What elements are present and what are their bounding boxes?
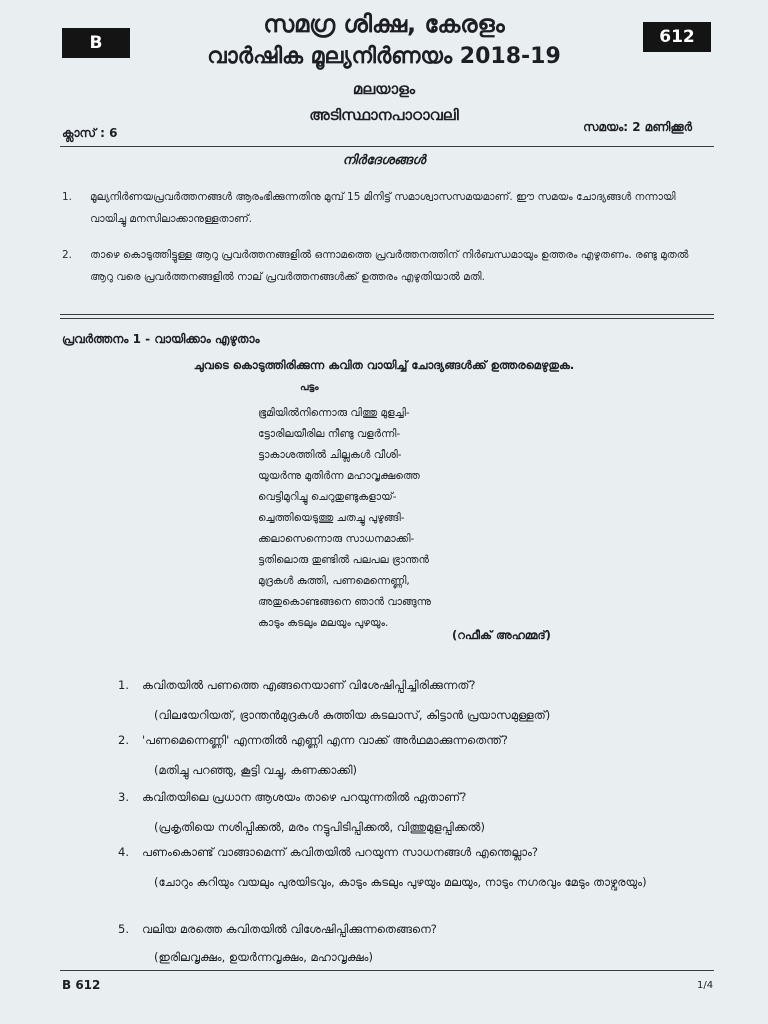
answer-options: (പ്രകൃതിയെ നശിപ്പിക്കൽ, മരം നട്ടുപിടിപ്പിക്കൽ, വിത്തുമുളപ്പിക്കൽ) [154, 820, 485, 834]
poem-line: വെട്ടിമുറിച്ചു ചെറുതുണ്ടുകളായ്- [258, 491, 397, 503]
poem-line: ട്ടതിലൊരു തുണ്ടിൽ പലപല ഭ്രാന്തൻ [258, 554, 429, 566]
answer-options: (വിലയേറിയത്, ഭ്രാന്തൻമുദ്രകൾ കുത്തിയ കടലാസ്, കിട്ടാൻ പ്രയാസമുള്ളത്) [154, 708, 551, 722]
poem-line: കാടും കടലും മലയും പുഴയും. [258, 617, 389, 629]
time-label: സമയം: 2 മണിക്കൂർ [583, 120, 692, 134]
class-label: ക്ലാസ് : 6 [62, 126, 118, 140]
divider [60, 314, 714, 315]
exam-title: വാർഷിക മൂല്യനിർണയം 2018-19 [207, 44, 561, 69]
poem-line: ക്കലാസെന്നൊരു സാധനമാക്കി- [258, 533, 415, 545]
answer-options: (ഇരിലവൃക്ഷം, ഉയർന്നവൃക്ഷം, മഹാവൃക്ഷം) [154, 950, 373, 964]
question-text: കവിതയിലെ പ്രധാന ആശയം താഴെ പറയുന്നതിൽ ഏതാണ്? [142, 790, 467, 804]
syllabus-title: അടിസ്ഥാനപാഠാവലി [309, 106, 459, 124]
answer-options: (മതിച്ചു പറഞ്ഞു, കൂട്ടി വച്ചു, കണക്കാക്കി) [154, 763, 357, 777]
question-number: 5. [118, 922, 129, 936]
subject-title: മലയാളം [352, 80, 416, 98]
poem-line: ച്ചെത്തിയെടുത്തു ചതച്ചു പുഴുങ്ങി- [258, 512, 405, 524]
activity-title: പ്രവർത്തനം 1 - വായിക്കാം എഴുതാം [62, 332, 260, 346]
poem-line: അതുകൊണ്ടങ്ങനെ ഞാൻ വാങ്ങുന്നു [258, 596, 431, 608]
divider [60, 146, 714, 147]
question-number: 4. [118, 845, 129, 859]
answer-options: (ചോറും കറിയും വയലും പുരയിടവും, കാടും കടലും പുഴയും മലയും, നാടും നഗരവും മേടും താഴ്വരയും) [154, 875, 647, 889]
instruction-text: താഴെ കൊടുത്തിട്ടുള്ള ആറു പ്രവർത്തനങ്ങളിൽ ഒന്നാമത്തെ പ്രവർത്തനത്തിന് നിർബന്ധമായും ഉത്തരം എഴുതണം. രണ്ടു മുതൽ ആറു വരെ പ്രവർത്തനങ്ങളിൽ നാല് പ്രവർത്തനങ്ങൾക്ക് ഉത്തരം എഴുതിയാൽ മതി. [90, 249, 689, 283]
instruction-number: 2. [62, 249, 73, 261]
divider [60, 318, 714, 319]
question-text: കവിതയിൽ പണത്തെ എങ്ങനെയാണ് വിശേഷിപ്പിച്ചിരിക്കുന്നത്? [142, 678, 476, 692]
paper-code-badge: 612 [643, 22, 711, 52]
poem-line: ഭൂമിയിൽനിന്നൊരു വിത്തു മുളച്ചി- [258, 407, 410, 419]
poem-line: മുദ്രകൾ കുത്തി, പണമെന്നെണ്ണി, [258, 575, 410, 587]
poet-name: (റഫീക് അഹമ്മദ്) [452, 628, 551, 642]
poem-title: പട്ടം [300, 382, 319, 393]
poem-line: ട്ടോരിലയീരില നീണ്ടു വളർന്നി- [258, 428, 401, 440]
question-number: 2. [118, 733, 129, 747]
poem-line: ട്ടാകാശത്തിൽ ചില്ലകൾ വീശി- [258, 449, 402, 461]
instruction-number: 1. [62, 191, 73, 203]
instruction-text: മൂല്യനിർണയപ്രവർത്തനങ്ങൾ ആരംഭിക്കുന്നതിനു മുമ്പ് 15 മിനിട്ട് സമാശ്വാസസമയമാണ്. ഈ സമയം ചോദ്യങ്ങൾ നന്നായി വായിച്ചു മനസിലാക്കാനുള്ളതാണ്. [90, 191, 676, 225]
footer-paper-code: B 612 [62, 978, 101, 992]
question-text: വലിയ മരത്തെ കവിതയിൽ വിശേഷിപ്പിക്കുന്നതെങ്ങനെ? [142, 922, 437, 936]
divider [60, 970, 714, 971]
footer-page-number: 1/4 [697, 980, 714, 991]
poem-line: യുയർന്നു മുതിർന്ന മഹാവൃക്ഷത്തെ [258, 470, 420, 482]
question-text: പണംകൊണ്ട് വാങ്ങാമെന്ന് കവിതയിൽ പറയുന്ന സാധനങ്ങൾ എന്തെല്ലാം? [142, 845, 539, 859]
question-number: 3. [118, 790, 129, 804]
instructions-title: നിർദേശങ്ങൾ [342, 153, 426, 168]
activity-task: ചുവടെ കൊടുത്തിരിക്കുന്ന കവിത വായിച്ച് ചോദ്യങ്ങൾക്ക് ഉത്തരമെഴുതുക. [193, 358, 575, 372]
set-badge: B [62, 28, 130, 58]
organisation-title: സമഗ്ര ശിക്ഷ, കേരളം [263, 10, 505, 38]
question-number: 1. [118, 678, 129, 692]
question-text: 'പണമെന്നെണ്ണി' എന്നതിൽ എണ്ണി എന്ന വാക്ക് അർഥമാക്കുന്നതെന്ത്? [142, 733, 508, 747]
